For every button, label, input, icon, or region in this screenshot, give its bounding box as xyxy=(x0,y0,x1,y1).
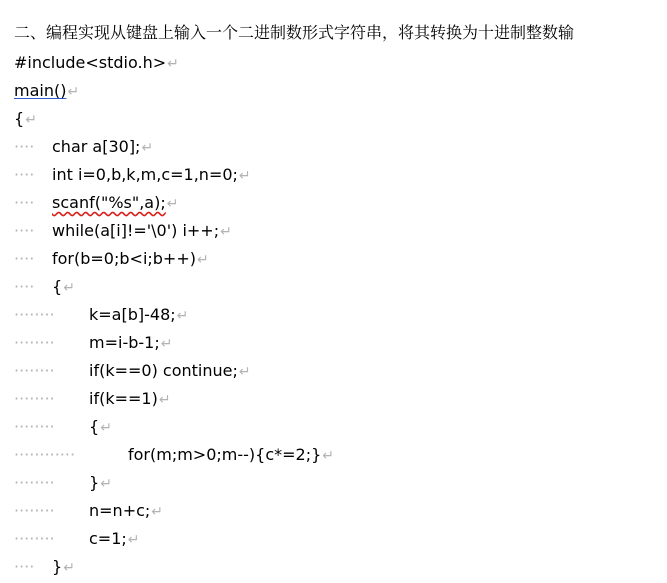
indent-dots: ········ xyxy=(14,333,55,352)
code-line-14 xyxy=(14,413,112,441)
line-text-7: while(a[i]!='\0') i++; xyxy=(52,221,220,240)
line-text-16: } xyxy=(89,473,100,492)
line-text-5: int i=0,b,k,m,c=1,n=0; xyxy=(52,165,238,184)
line-text-14: { xyxy=(89,417,100,436)
code-line-6 xyxy=(14,189,178,217)
line-text-6: scanf("%s",a); xyxy=(52,193,166,212)
code-line-8 xyxy=(14,245,209,273)
paragraph-mark-icon: ↵ xyxy=(176,308,189,324)
line-text-9: { xyxy=(52,277,63,296)
line-text-2: main() xyxy=(14,81,67,100)
indent-dots: ···· xyxy=(14,221,35,240)
indent-dots: ···· xyxy=(14,557,35,576)
indent-dots: ········ xyxy=(14,473,55,492)
paragraph-mark-icon: ↵ xyxy=(67,84,80,100)
paragraph-mark-icon: ↵ xyxy=(238,364,251,380)
indent-dots: ········ xyxy=(14,417,55,436)
paragraph-mark-icon: ↵ xyxy=(151,504,164,520)
paragraph-mark-icon: ↵ xyxy=(167,56,179,72)
paragraph-mark-icon: ↵ xyxy=(63,280,75,296)
line-text-19: } xyxy=(52,557,63,576)
code-line-11 xyxy=(14,329,172,357)
line-text-10: k=a[b]-48; xyxy=(89,305,176,324)
code-line-13 xyxy=(14,385,171,413)
paragraph-mark-icon: ↵ xyxy=(63,560,75,576)
indent-dots: ···· xyxy=(14,193,35,212)
paragraph-mark-icon: ↵ xyxy=(127,532,140,548)
indent-dots: ···· xyxy=(14,249,35,268)
paragraph-mark-icon: ↵ xyxy=(220,224,232,240)
document-heading xyxy=(14,19,574,47)
indent-dots: ········ xyxy=(14,501,55,520)
code-line-1 xyxy=(14,49,179,77)
paragraph-mark-icon: ↵ xyxy=(158,392,171,408)
paragraph-mark-icon: ↵ xyxy=(141,140,154,156)
indent-dots: ········ xyxy=(14,529,55,548)
indent-dots: ···· xyxy=(14,137,35,156)
indent-dots: ···· xyxy=(14,165,35,184)
paragraph-mark-icon: ↵ xyxy=(160,336,173,352)
code-line-7 xyxy=(14,217,232,245)
code-line-5 xyxy=(14,161,251,189)
indent-dots: ········ xyxy=(14,305,55,324)
paragraph-mark-icon: ↵ xyxy=(196,252,209,268)
line-text-8: for(b=0;b<i;b++) xyxy=(52,249,196,268)
paragraph-mark-icon: ↵ xyxy=(100,476,112,492)
indent-dots: ···· xyxy=(14,277,35,296)
line-text-4: char a[30]; xyxy=(52,137,141,156)
code-line-4 xyxy=(14,133,153,161)
paragraph-mark-icon: ↵ xyxy=(238,168,251,184)
line-text-12: if(k==0) continue; xyxy=(89,361,238,380)
indent-dots: ········ xyxy=(14,361,55,380)
indent-dots: ············ xyxy=(14,445,76,464)
line-text-11: m=i-b-1; xyxy=(89,333,160,352)
paragraph-mark-icon: ↵ xyxy=(322,448,335,464)
line-text-1: #include<stdio.h> xyxy=(14,53,167,72)
code-line-3 xyxy=(14,105,37,133)
indent-dots: ········ xyxy=(14,389,55,408)
code-line-12 xyxy=(14,357,251,385)
code-line-17 xyxy=(14,497,163,525)
code-line-18 xyxy=(14,525,140,553)
line-text-13: if(k==1) xyxy=(89,389,158,408)
paragraph-mark-icon: ↵ xyxy=(25,112,37,128)
code-line-16 xyxy=(14,469,112,497)
line-text-3: { xyxy=(14,109,25,128)
paragraph-mark-icon: ↵ xyxy=(166,196,179,212)
line-text-15: for(m;m>0;m--){c*=2;} xyxy=(128,445,322,464)
code-line-2 xyxy=(14,77,79,105)
line-text-18: c=1; xyxy=(89,529,127,548)
heading-text: 二、编程实现从键盘上输入一个二进制数形式字符串，将其转换为十进制整数输 xyxy=(14,23,575,42)
code-line-19 xyxy=(14,553,75,581)
line-text-17: n=n+c; xyxy=(89,501,151,520)
code-line-15 xyxy=(14,441,334,469)
paragraph-mark-icon: ↵ xyxy=(100,420,112,436)
code-line-9 xyxy=(14,273,75,301)
code-line-10 xyxy=(14,301,188,329)
